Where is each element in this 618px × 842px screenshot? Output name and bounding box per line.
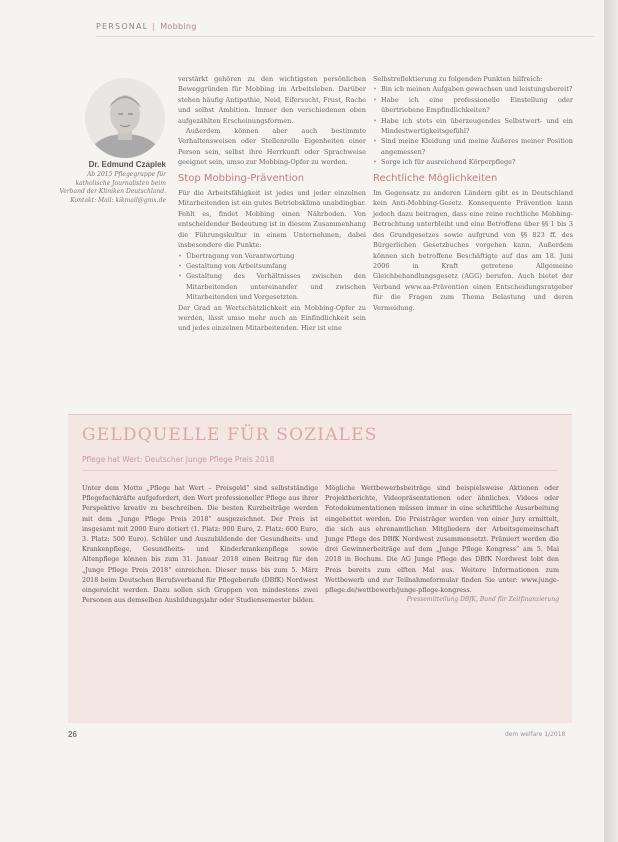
box-subtitle: Pflege hat Wert: Deutscher Junge Pflege Preis 2018 bbox=[82, 455, 275, 464]
list-item: • Bin ich meinen Aufgaben gewachsen und leistungsbereit? bbox=[373, 84, 573, 94]
section-heading: Rechtliche Möglichkeiten bbox=[373, 172, 498, 184]
author-bio: Ab 2015 Pflegegruppe für katholische Journalisten beim Verband der Kliniken Deutschland. Kontakt: Mail: kikmail@gmx.de bbox=[59, 171, 166, 204]
page-number: 26 bbox=[68, 730, 77, 739]
paragraph: Für die Arbeitsfähigkeit ist jedes und jeder einzelnen Mitarbeitenden ist ein gutes Betriebsklima unabdingbar. Fehlt es, findet Mobbing einen Nährboden. Von entscheidender Bedeutung ist in diesem Zusammenhang die Führungskultur in einem Unternehmen, dabei insbesondere die Punkte: bbox=[178, 189, 366, 250]
paragraph: Der Grad an Wertschätzlichkeit ein Mobbing-Opfer zu werden, lässt umso mehr auch an Einfindlichkeit sein und jedes einzelnen Mitarbeitenden. Hier ist eine bbox=[178, 303, 366, 333]
author-info bbox=[52, 160, 166, 205]
list-item: • Sind meine Kleidung und meine Äußeres meiner Position angemessen? bbox=[373, 136, 573, 157]
box-column-right bbox=[325, 483, 559, 605]
section-label: PERSONAL bbox=[96, 22, 149, 31]
paragraph: Unter dem Motto „Pflege hat Wert – Preisgeld“ sind selbstständige Pflegefachkräfte aufgefordert, den Wert professioneller Pflege aus ihrer Perspektive kreativ zu beschreiben. Die besten Kurzbeiträge werden mit dem „Junge Pflege Preis 2018“ ausgezeichnet. Der Preis ist insgesamt mit 2000 Euro dotiert (1. Platz: 900 Euro, 2. Platz: 600 Euro, 3. Platz: 500 Euro). Schüler und Auszubildende der Gesundheits- und Krankenpflege, Gesundheits- und Kinderkrankenpflege sowie Altenpflege können bis zum 31. Januar 2018 einen Beitrag für den „Junge Pflege Preis 2018“ einreichen. Dieser muss bis zum 5. März 2018 beim Deutschen Berufsverband für Pflegeberufe (DBfK) Nordwest eingereicht werden. Dazu sollen sich Gruppen von mindestens zwei Personen aus demselben Ausbildungsjahr oder Studiensemester bilden. bbox=[82, 484, 318, 605]
issue-label: dem welfare 1/2018 bbox=[505, 731, 566, 738]
paragraph: Selbstreflektierung zu folgenden Punkten hilfreich: bbox=[373, 75, 543, 83]
list-item: • Sorge ich für ausreichend Körperpflege? bbox=[373, 157, 573, 167]
paragraph: Mögliche Wettbewerbsbeiträge sind beispielsweise Aktionen oder Projektberichte, Videopräsentationen oder ähnliches. Videos oder Fotodokumentationen müssen immer in eine schriftliche Ausarbeitung eingebettet werden. Die Preisträger werden von einer Jury ermittelt, die sich aus ehrenamtlichen Mitgliedern der Arbeitsgemeinschaft Junge Pflege des DBfK Nordwest zusammensetzt. Prämiert werden die drei Gewinnerbeiträge auf dem „Junge Pflege Kongress“ am 5. Mai 2018 in Bochum. Die AG Junge Pflege des DBfK Nordwest lobt den Preis bereits zum elften Mal aus. Weitere Informationen zum Wettbewerb und zur Teilnahmeformular finden Sie unter: www.junge-pflege.de/wettbewerb/junge-pflege-kongress. bbox=[325, 484, 559, 595]
list-item: • Übertragung von Verantwortung bbox=[178, 251, 366, 261]
paragraph: Im Gegensatz zu anderen Ländern gibt es in Deutschland kein Anti-Mobbing-Gesetz. Konsequente Prävention kann jedoch dazu beitragen, dass eine reine rechtliche Mobbing-Betrachtung unterbleibt und eine Betroffene über §§ 1 bis 3 des Grundgesetzes sowie aufgrund von §§ 823 ff. des Bürgerlichen Gesetzbuches vorgehen kann. Außerdem können sich betroffene Beschäftigte auf das am 18. Juni 2006 in Kraft getretene Allgemeine Gleichbehandlungsgesetz (AGG) berufen. Auch bietet der Verband www.aa-Prävention einen Entscheidungsratgeber für die Fragen zum Thema Belastung und deren Vermeidung. bbox=[373, 189, 573, 312]
header-separator: | bbox=[152, 22, 157, 31]
box-column-left bbox=[82, 483, 318, 605]
list-item: • Gestaltung des Verhältnisses zwischen den Mitarbeitenden untereinander und zwischen Mitarbeitenden und Vorgesetzten. bbox=[178, 271, 366, 302]
page-gutter-shadow bbox=[604, 0, 618, 842]
section-heading: Stop Mobbing-Prävention bbox=[178, 172, 305, 184]
bullet-list bbox=[373, 84, 573, 167]
bullet-list bbox=[178, 251, 366, 303]
box-title: GELDQUELLE FÜR SOZIALES bbox=[82, 425, 378, 445]
paragraph: Außerdem können aber auch bestimmte Verhaltensweisen oder Stellenrolle Eigenheiten einer Person sein, selbst ihre Herrkunft oder Sprachweise geeignet sein, umso zur Mobbing-Opfer zu werden. bbox=[178, 127, 366, 167]
author-name: Dr. Edmund Czaplek bbox=[88, 160, 166, 169]
article-column-right bbox=[373, 74, 573, 313]
subsection-label: Mobbing bbox=[160, 22, 197, 31]
list-item: • Habe ich stets ein überzeugendes Selbstwert- und ein Mindestwertigkeitsgefühl? bbox=[373, 116, 573, 137]
box-rule bbox=[82, 470, 558, 471]
box-credit: Pressemitteilung DBfK, Bund für Zeitfinanzierung bbox=[406, 596, 559, 604]
list-item: • Habe ich eine professionelle Einstellung oder übertriebene Empfindlichkeiten? bbox=[373, 95, 573, 116]
list-item: • Gestaltung von Arbeitsumfang bbox=[178, 261, 366, 271]
author-portrait-image bbox=[85, 78, 165, 158]
paragraph: verstärkt gehören zu den wichtigsten persönlichen Beweggründen für Mobbing im Arbeitsleben. Darüber stehen häufig Antipathie, Neid, Eifersucht, Frust, Rache und selbst Ambition. Immer den verschiedenen oben aufgezählten Erscheinungsformen. bbox=[178, 75, 366, 125]
info-box bbox=[68, 414, 572, 723]
running-header bbox=[96, 22, 197, 31]
article-column-left bbox=[178, 74, 366, 334]
header-rule bbox=[96, 36, 594, 37]
